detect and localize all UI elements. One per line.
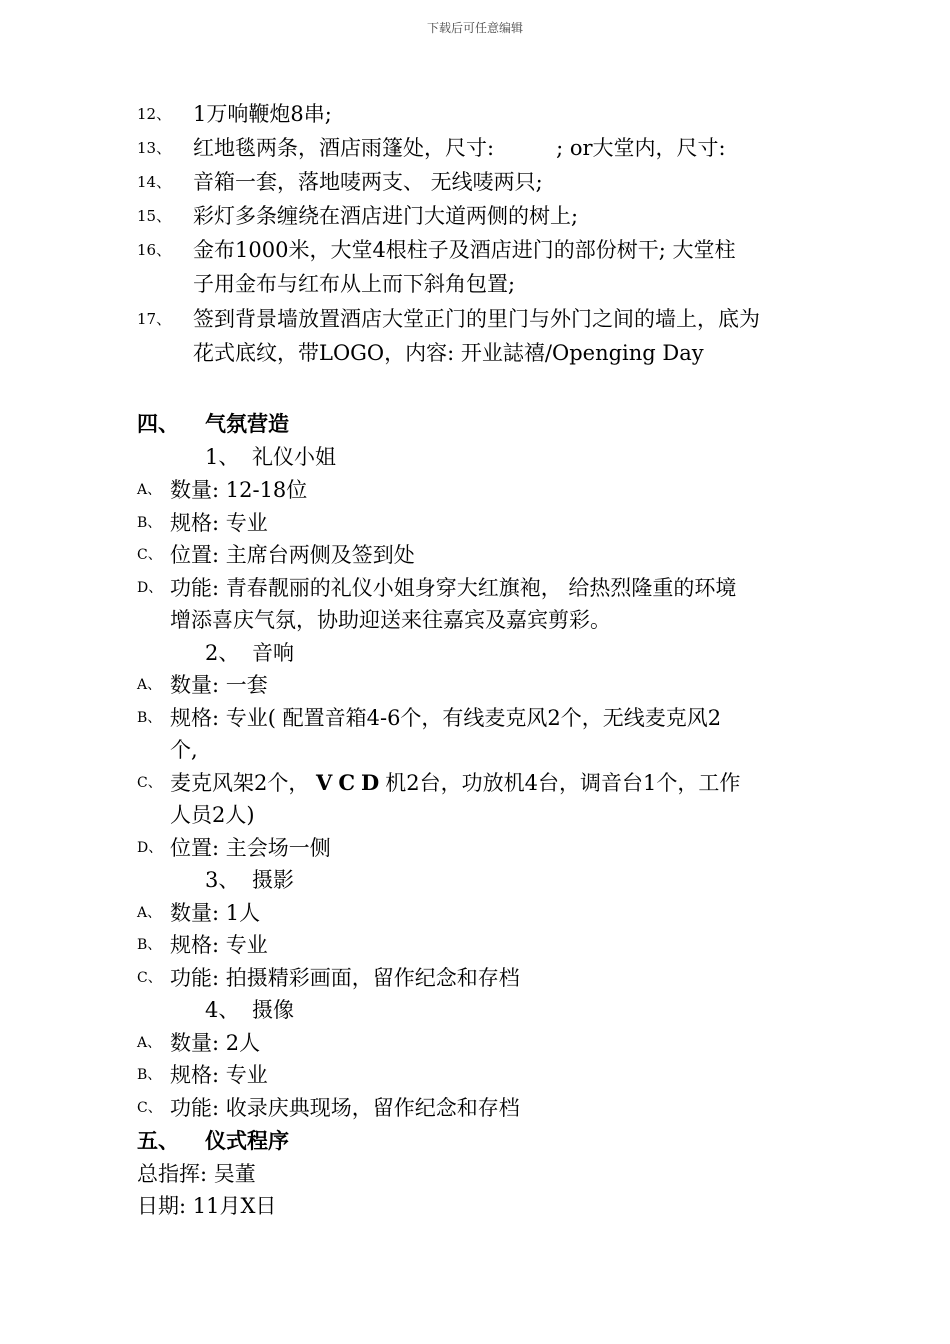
section-label: 四、	[137, 411, 179, 436]
subsection-title: 摄影	[252, 868, 294, 892]
vcd-text: VCD	[316, 770, 386, 795]
row-letter: B、	[137, 1067, 162, 1083]
row-text: 数量: 1人	[170, 901, 261, 925]
item-text-continued: 花式底纹，带LOGO，内容: 开业誌禧/Openging Day	[193, 341, 704, 365]
subsection-title: 礼仪小姐	[252, 445, 336, 469]
item-number: 15、	[137, 207, 172, 225]
row-letter: A、	[137, 677, 162, 693]
item-number: 16、	[137, 241, 172, 259]
row-letter: D、	[137, 840, 163, 856]
item-text	[193, 134, 726, 162]
row-text: 功能: 收录庆典现场，留作纪念和存档	[170, 1096, 520, 1120]
item-number: 14、	[137, 173, 172, 191]
subsection-number: 1、	[205, 445, 240, 469]
row-text: 位置: 主席台两侧及签到处	[170, 543, 415, 567]
row-letter: C、	[137, 547, 162, 563]
item-number: 12、	[137, 105, 172, 123]
item-text: 彩灯多条缠绕在酒店进门大道两侧的树上;	[193, 204, 579, 228]
row-text: 数量: 2人	[170, 1031, 261, 1055]
row-letter: C、	[137, 1100, 162, 1116]
date-line: 日期: 11月X日	[137, 1194, 277, 1218]
row-letter: A、	[137, 905, 162, 921]
row-letter: C、	[137, 775, 162, 791]
row-text: 规格: 专业( 配置音箱4-6个，有线麦克风2个，无线麦克风2	[170, 706, 722, 730]
subsection-number: 4、	[205, 998, 240, 1022]
page-header: 下载后可任意编辑	[426, 21, 523, 35]
item-number: 13、	[137, 139, 172, 157]
row-letter: B、	[137, 937, 162, 953]
row-text: 规格: 专业	[170, 511, 268, 535]
row-text-part: 麦克风架2个，	[170, 771, 317, 795]
row-text: 数量: 12-18位	[170, 478, 308, 502]
item-text: 签到背景墙放置酒店大堂正门的里门与外门之间的墙上，底为	[193, 307, 760, 331]
row-text: 位置: 主会场一侧	[170, 836, 331, 860]
row-text	[170, 769, 740, 797]
item-number: 17、	[137, 310, 172, 328]
subsection-title: 音响	[252, 641, 294, 665]
row-letter: B、	[137, 710, 162, 726]
item-text-part: ; or大堂内，尺寸:	[556, 136, 726, 160]
row-text-continued: 个,	[170, 738, 198, 762]
item-text-continued: 子用金布与红布从上而下斜角包置;	[193, 272, 516, 296]
row-text: 规格: 专业	[170, 933, 268, 957]
subsection-title: 摄像	[252, 998, 294, 1022]
row-text: 规格: 专业	[170, 1063, 268, 1087]
row-text-part: 机2台，功放机4台，调音台1个，工作	[385, 771, 741, 795]
row-text: 数量: 一套	[170, 673, 268, 697]
item-text: 金布1000米，大堂4根柱子及酒店进门的部份树干; 大堂柱	[193, 238, 736, 262]
row-text: 功能: 拍摄精彩画面，留作纪念和存档	[170, 966, 520, 990]
row-letter: A、	[137, 1035, 162, 1051]
item-text-part: 红地毯两条，酒店雨篷处，尺寸:	[193, 136, 495, 160]
section-title: 气氛营造	[205, 411, 289, 436]
subsection-number: 3、	[205, 868, 240, 892]
item-text: 音箱一套，落地唛两支、 无线唛两只;	[193, 170, 543, 194]
section-title: 仪式程序	[205, 1128, 289, 1153]
subsection-number: 2、	[205, 641, 240, 665]
section-label: 五、	[137, 1128, 179, 1153]
item-text: 1万响鞭炮8串;	[193, 102, 332, 126]
row-letter: B、	[137, 515, 162, 531]
row-text-continued: 人员2人)	[170, 803, 255, 827]
row-letter: A、	[137, 482, 162, 498]
row-letter: C、	[137, 970, 162, 986]
row-text: 功能: 青春靓丽的礼仪小姐身穿大红旗袍， 给热烈隆重的环境	[170, 576, 737, 600]
row-letter: D、	[137, 580, 163, 596]
row-text-continued: 增添喜庆气氛，协助迎送来往嘉宾及嘉宾剪彩。	[170, 608, 611, 632]
director-line: 总指挥: 吴董	[137, 1162, 256, 1186]
